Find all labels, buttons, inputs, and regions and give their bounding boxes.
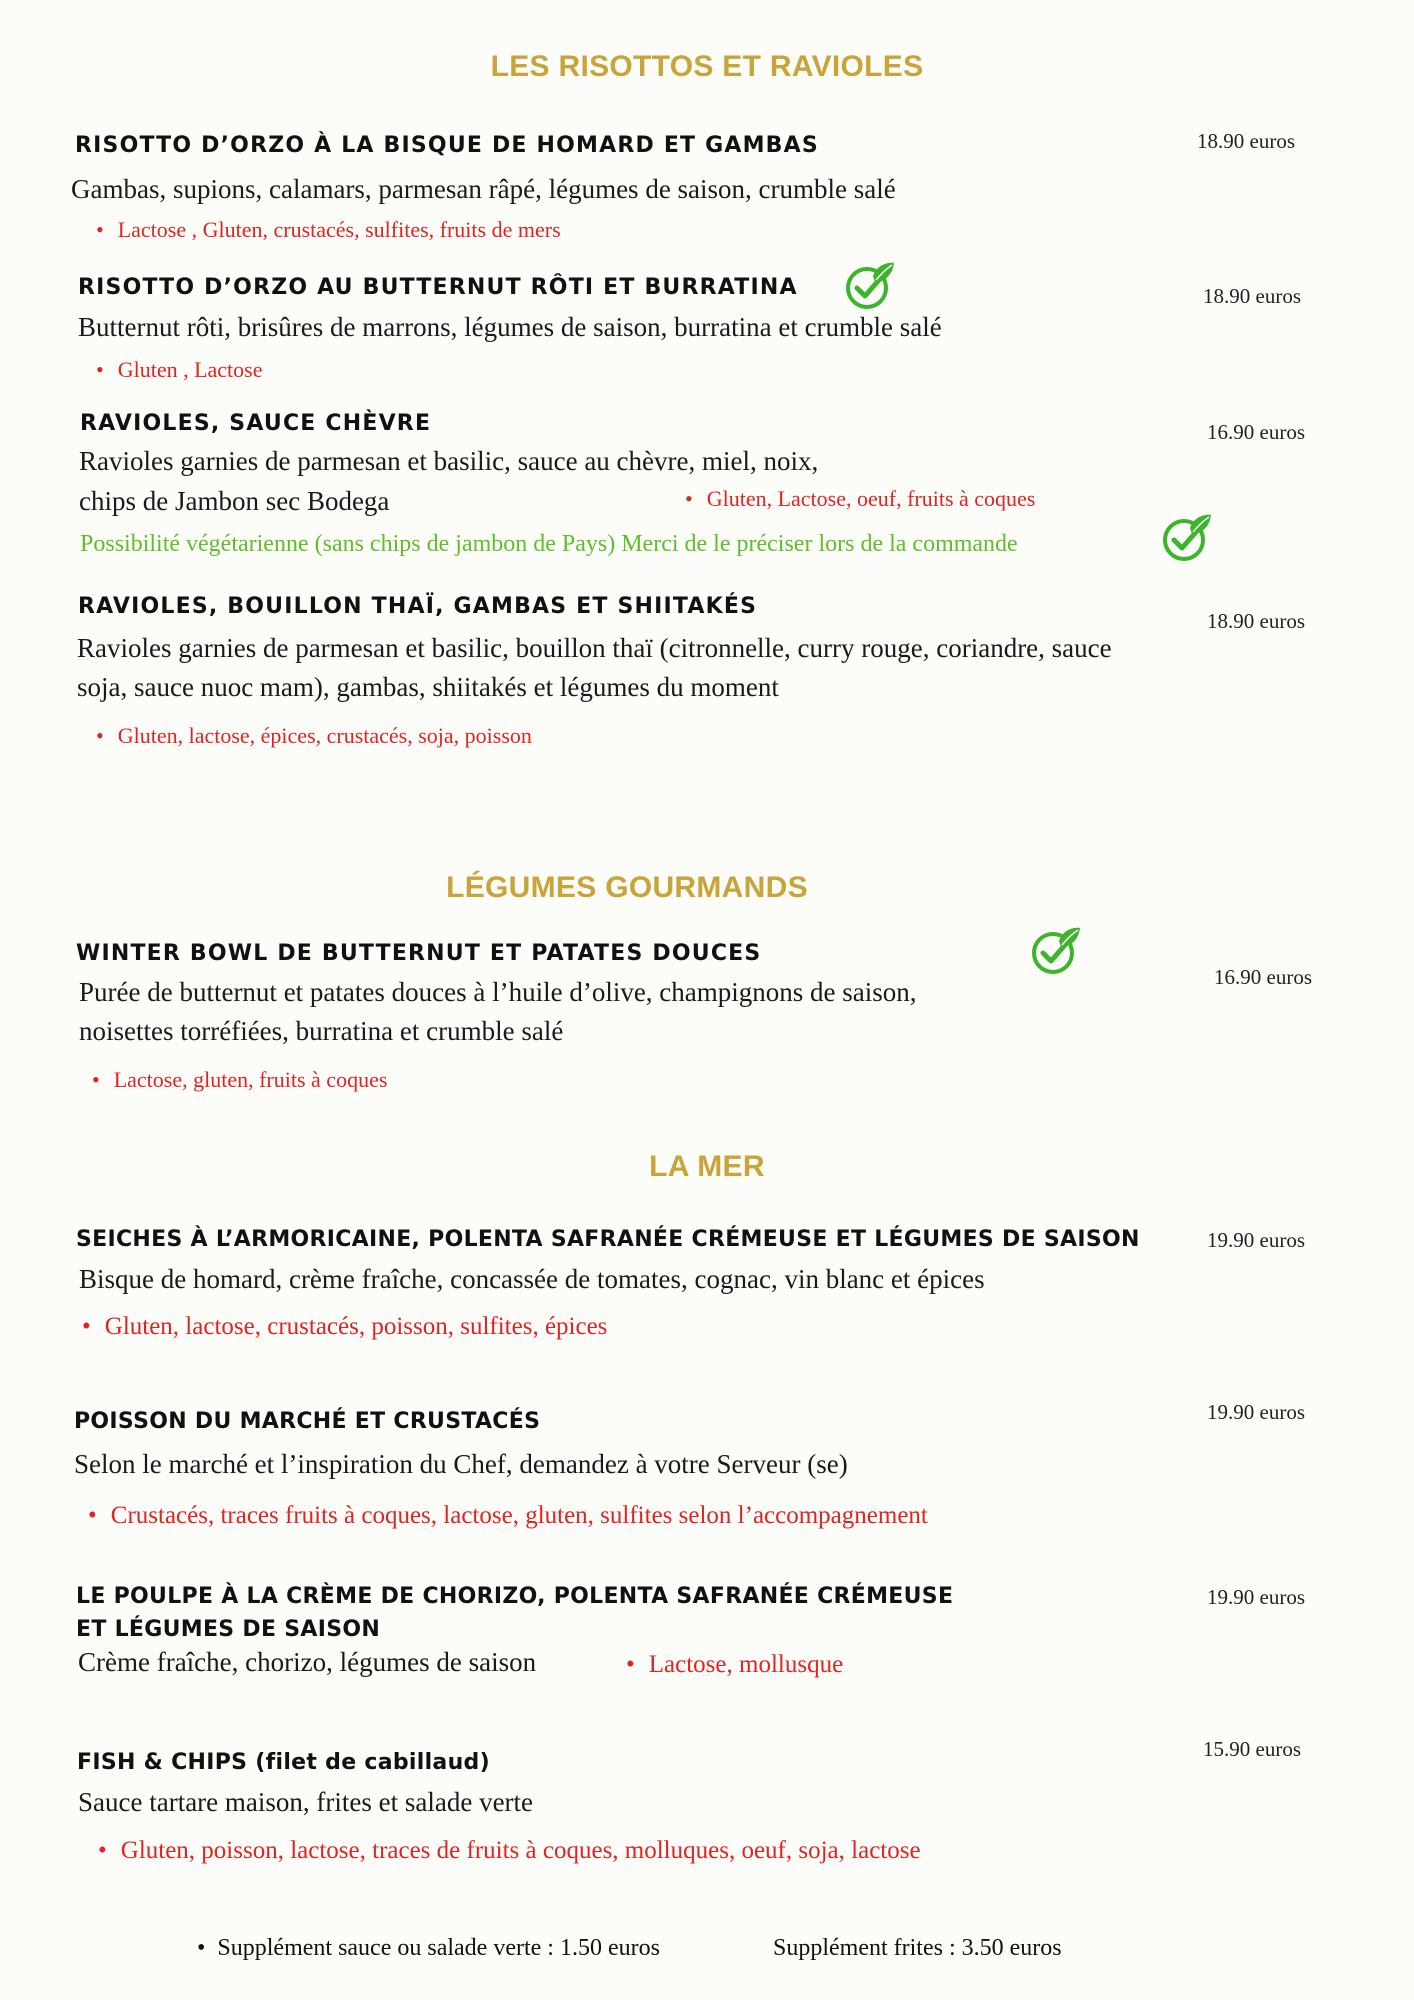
price-winter-bowl: 16.90 euros [1214,965,1312,989]
item-title-ravioles-thai: RAVIOLES, BOUILLON THAÏ, GAMBAS ET SHIITAKÉS [78,594,758,619]
leaf-check-icon [1160,512,1212,564]
desc-seiches: Bisque de homard, crème fraîche, concassée de tomates, cognac, vin blanc et épices [79,1264,985,1294]
allergens-ravioles-thai: • Gluten, lactose, épices, crustacés, soja, poisson [96,723,532,749]
allergens-seiches: • Gluten, lactose, crustacés, poisson, sulfites, épices [82,1313,607,1341]
item-title-winter-bowl: WINTER BOWL DE BUTTERNUT ET PATATES DOUCES [76,941,762,966]
allergens-poisson-marche: • Crustacés, traces fruits à coques, lactose, gluten, sulfites selon l’accompagnement [88,1502,928,1530]
section-title-mer: LA MER [649,1150,765,1183]
item-title-risotto-butternut: RISOTTO D’ORZO AU BUTTERNUT RÔTI ET BURRATINA [78,275,798,300]
leaf-check-icon [843,260,895,312]
price-risotto-butternut: 18.90 euros [1203,284,1301,308]
desc-ravioles-chevre-line1: Ravioles garnies de parmesan et basilic, sauce au chèvre, miel, noix, [79,446,819,476]
supplement-sauce: • Supplément sauce ou salade verte : 1.50 euros [197,1935,660,1962]
desc-poisson-marche: Selon le marché et l’inspiration du Chef, demandez à votre Serveur (se) [74,1449,848,1479]
leaf-check-icon [1029,925,1081,977]
desc-risotto-homard: Gambas, supions, calamars, parmesan râpé, légumes de saison, crumble salé [71,174,896,204]
allergens-winter-bowl: • Lactose, gluten, fruits à coques [92,1067,387,1093]
price-fish-chips: 15.90 euros [1203,1737,1301,1761]
allergens-fish-chips: • Gluten, poisson, lactose, traces de fruits à coques, molluques, oeuf, soja, lactose [98,1837,921,1865]
item-title-poulpe-line1: LE POULPE À LA CRÈME DE CHORIZO, POLENTA SAFRANÉE CRÉMEUSE [76,1584,954,1609]
price-ravioles-thai: 18.90 euros [1207,609,1305,633]
desc-poulpe: Crème fraîche, chorizo, légumes de saison [78,1647,537,1677]
desc-ravioles-chevre-line2: chips de Jambon sec Bodega [79,486,390,516]
allergens-risotto-butternut: • Gluten , Lactose [96,357,263,383]
desc-fish-chips: Sauce tartare maison, frites et salade verte [78,1787,534,1817]
item-title-seiches: SEICHES À L’ARMORICAINE, POLENTA SAFRANÉE CRÉMEUSE ET LÉGUMES DE SAISON [76,1227,1140,1252]
section-title-legumes: LÉGUMES GOURMANDS [446,871,808,904]
item-title-ravioles-chevre: RAVIOLES, SAUCE CHÈVRE [80,411,432,436]
allergens-risotto-homard: • Lactose , Gluten, crustacés, sulfites, fruits de mers [96,217,561,243]
item-title-risotto-homard: RISOTTO D’ORZO À LA BISQUE DE HOMARD ET GAMBAS [75,133,819,158]
item-title-poisson-marche: POISSON DU MARCHÉ ET CRUSTACÉS [74,1409,541,1434]
desc-winter-bowl-line2: noisettes torréfiées, burratina et crumble salé [79,1016,564,1046]
item-title-poulpe-line2: ET LÉGUMES DE SAISON [76,1617,381,1642]
section-title-risottos: LES RISOTTOS ET RAVIOLES [490,50,924,83]
desc-ravioles-thai-line1: Ravioles garnies de parmesan et basilic, bouillon thaï (citronnelle, curry rouge, coriandre, sauce [77,633,1112,663]
price-seiches: 19.90 euros [1207,1228,1305,1252]
price-risotto-homard: 18.90 euros [1197,129,1295,153]
item-title-fish-chips: FISH & CHIPS (filet de cabillaud) [77,1750,490,1775]
price-poulpe: 19.90 euros [1207,1585,1305,1609]
vegetarian-note: Possibilité végétarienne (sans chips de jambon de Pays) Merci de le préciser lors de la commande [80,531,1018,557]
desc-winter-bowl-line1: Purée de butternut et patates douces à l’huile d’olive, champignons de saison, [79,977,917,1007]
price-ravioles-chevre: 16.90 euros [1207,420,1305,444]
allergens-poulpe: • Lactose, mollusque [626,1651,843,1679]
supplement-frites: Supplément frites : 3.50 euros [773,1935,1062,1961]
allergens-ravioles-chevre: • Gluten, Lactose, oeuf, fruits à coques [685,486,1035,512]
desc-risotto-butternut: Butternut rôti, brisûres de marrons, légumes de saison, burratina et crumble salé [78,312,942,342]
desc-ravioles-thai-line2: soja, sauce nuoc mam), gambas, shiitakés et légumes du moment [77,672,779,702]
price-poisson-marche: 19.90 euros [1207,1400,1305,1424]
